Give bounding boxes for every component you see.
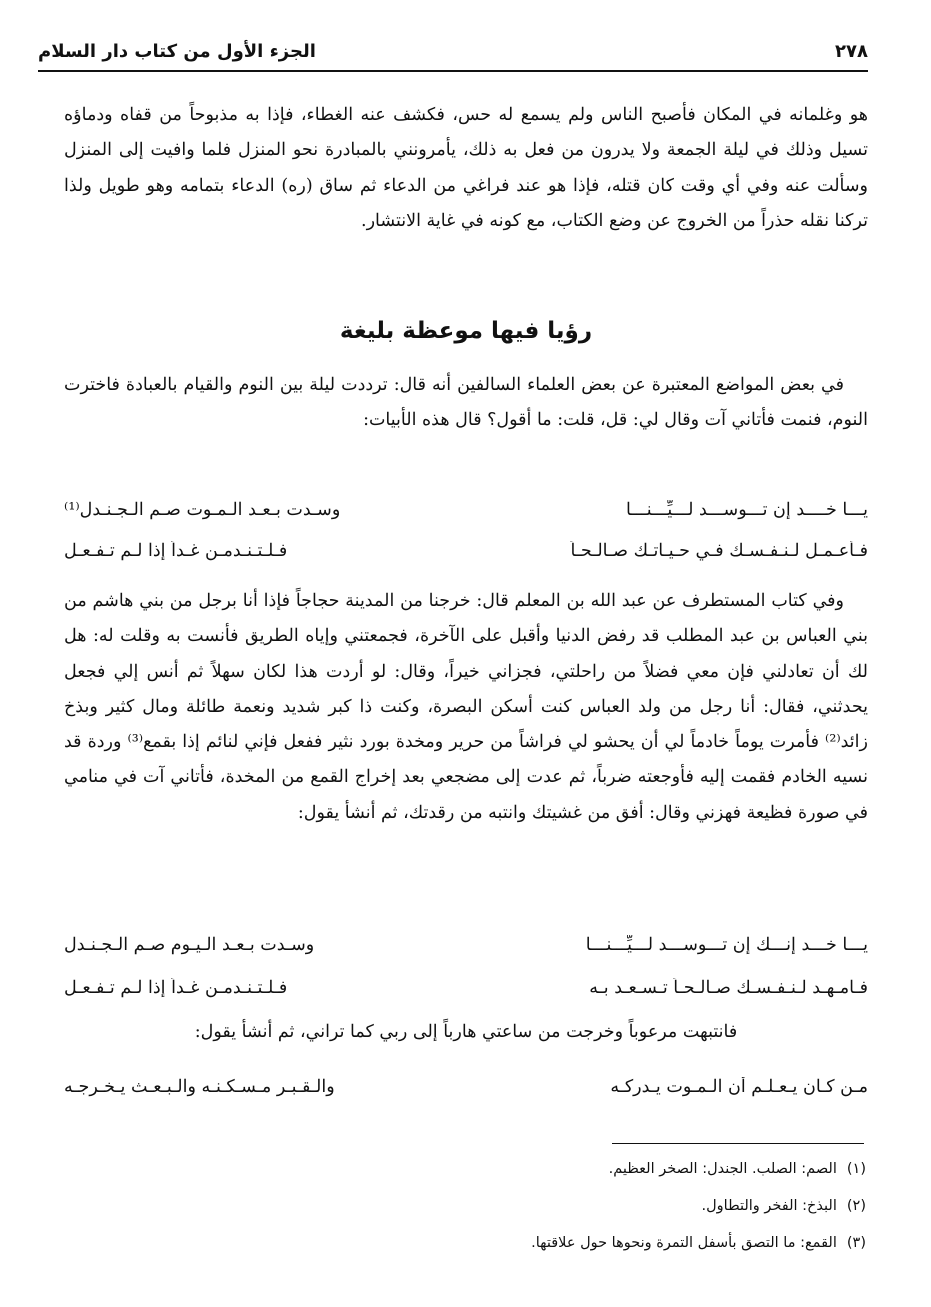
paragraph-dua-story: هو وغلمانه في المكان فأصبح الناس ولم يسمع له حس، فكشف عنه الغطاء، فإذا به مذبوحاً من قفاه ودماؤه تسيل وذلك في ليلة الجمعة ولا يدرون من فعل به ذلك، يأمرونني بالمبادرة نحو المنزل فلما وافيت إلى المنزل وسألت عنه وفي أي وقت كان قتله، فإذا هو عند فراغي من الدعاء ثم ساق (ره) الدعاء بتمامه وهو طويل ولذا تركنا نقله حذراً من الخروج عن وضع الكتاب، مع كونه في غاية الانتشار.	[64, 105, 868, 231]
footnote-separator	[612, 1143, 864, 1144]
footnote-number: (١)	[846, 1161, 866, 1177]
footnote	[64, 1161, 866, 1177]
footnote-number: (٢)	[846, 1198, 866, 1214]
paragraph-mustatraf-story: وفي كتاب المستطرف عن عبد الله بن المعلم قال: خرجنا من المدينة حجاجاً فإذا أنا برجل من بني هاشم من بني العباس بن عبد المطلب قد رفض الدنيا وأقبل على الآخرة، فجمعتني وإياه الطريق فأنست به وقلت له: هل لك أن تعادلني فإن معي فضلاً من راحلتي، فجزاني خيراً، وقال: لو أردت هذا لكان سهلاً ثم أنس إلي فجعل يحدثني، فقال: أنا رجل من ولد العباس كنت أسكن البصرة، وكنت ذا كبر شديد ونعمة طائلة ومال كثير وبذخ زائد⁽²⁾ فأمرت يوماً خادماً لي أن يحشو لي فراشاً من حرير ومخدة بورد نثير ففعل فإني لنائم إذا بقمع⁽³⁾ وردة قد نسيه الخادم فقمت إليه فأوجعته ضرباً، ثم عدت إلى مضجعي بعد إخراج القمع من المخدة، فأتاني آت في منامي في صورة فظيعة فهزني وقال: أفق من غشيتك وانتبه من رقدتك، ثم أنشأ يقول:	[64, 591, 868, 823]
footnote-number: (٣)	[846, 1235, 866, 1251]
verse-first-hemistich: فـأعـمـل لـنـفـسـك فـي حـيـاتـك صـالـحـاً	[570, 541, 868, 561]
verse-second-hemistich: والـقـبـر مـسـكـنـه والـبـعـث يـخـرجـه	[64, 1077, 335, 1097]
page-header	[38, 34, 868, 68]
verse-second-hemistich: وسـدت بـعـد الـمـوت صـم الـجـنـدل⁽¹⁾	[64, 500, 341, 520]
verse-line	[64, 533, 868, 569]
footnote	[64, 1198, 866, 1214]
verse-second-hemistich: وسـدت بـعـد الـيـوم صـم الـجـنـدل	[64, 935, 315, 955]
verse-line	[64, 1069, 868, 1105]
verse-first-hemistich: فـامـهـد لـنـفـسـك صـالـحـاً تـسـعـد بـه	[589, 978, 868, 998]
verse-first-hemistich: يـــا خــــد إن تـــوســـد لـــيِّـــنـــا	[626, 500, 868, 520]
verse-first-hemistich: مـن كـان يـعـلـم أن الـمـوت يـدركـه	[610, 1077, 868, 1097]
verse-line	[64, 492, 868, 528]
centered-prose-line: فانتبهت مرعوباً وخرجت من ساعتي هارباً إلى ربي كما تراني، ثم أنشأ يقول:	[194, 1022, 738, 1042]
footnote-text: البذخ: الفخر والتطاول.	[701, 1198, 837, 1214]
page-number: ٢٧٨	[835, 40, 868, 62]
verse-second-hemistich: فـلـتـنـدمـن غـداً إذا لـم تـفـعـل	[64, 978, 288, 998]
paragraph-dream-intro: في بعض المواضع المعتبرة عن بعض العلماء السالفين أنه قال: ترددت ليلة بين النوم والقيام بالعبادة فاخترت النوم، فنمت فأتاني آت وقال لي: قل، قلت: ما أقول؟ قال هذه الأبيات:	[64, 375, 868, 431]
footnote-text: الصم: الصلب. الجندل: الصخر العظيم.	[608, 1161, 837, 1177]
verse-second-hemistich: فـلـتـنـدمـن غـداً إذا لـم تـفـعـل	[64, 541, 288, 561]
header-rule	[38, 70, 868, 72]
verse-line	[64, 970, 868, 1006]
footnote	[64, 1235, 866, 1251]
running-title: الجزء الأول من كتاب دار السلام	[38, 40, 316, 62]
footnote-text: القمع: ما التصق بأسفل التمرة ونحوها حول علاقتها.	[531, 1235, 837, 1251]
verse-first-hemistich: يـــا خـــد إنـــك إن تـــوســـد لـــيِّـــنـــا	[585, 935, 868, 955]
verse-line	[64, 927, 868, 963]
section-heading: رؤيا فيها موعظة بليغة	[339, 318, 593, 344]
